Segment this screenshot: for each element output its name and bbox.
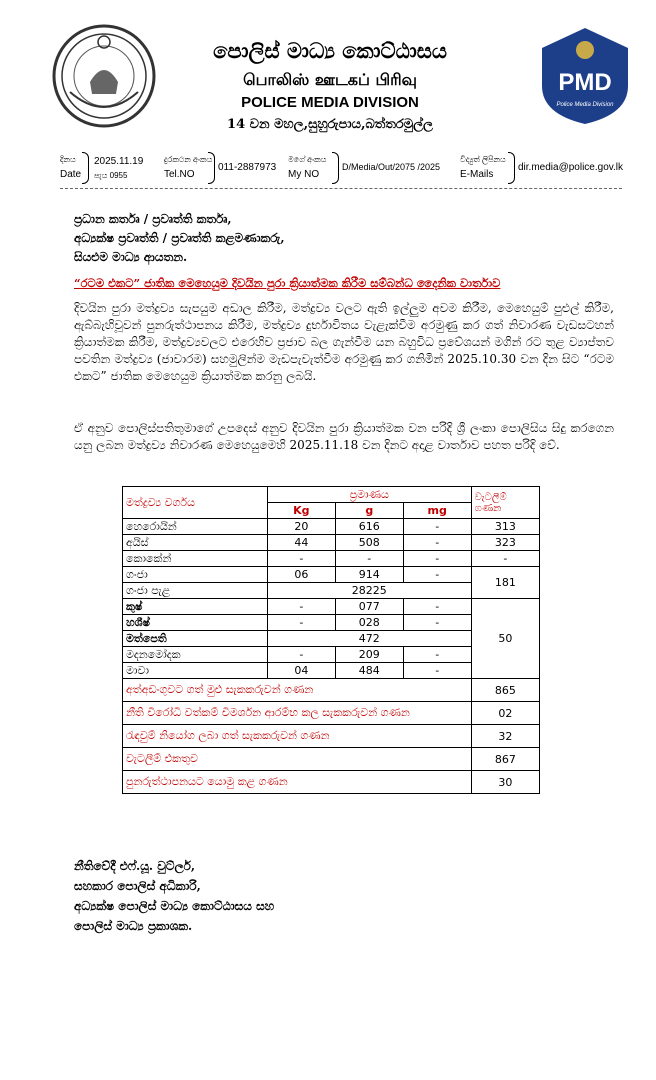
table-row: මදනමෝදක - 209 -: [123, 647, 540, 663]
brace-icon: [82, 152, 89, 184]
divider: [60, 188, 622, 189]
signatory-role: පොලිස් මාධ්‍ය ප්‍රකාශක.: [74, 919, 193, 933]
brace-icon: [208, 152, 215, 184]
table-row: හශීෂ් - 028 -: [123, 615, 540, 631]
pmd-logo-icon: [538, 26, 632, 126]
addressee-1: ප්‍රධාන කර්තෘ / ප්‍රවෘත්ති කර්තෘ,: [74, 212, 232, 226]
signature-block: [74, 856, 274, 936]
addressee-3: සියළුම මාධ්‍ය ආයතන.: [74, 250, 188, 264]
ganja-raids: 181: [471, 567, 539, 599]
office-address: 14 වන මහල,සුහුරුපාය,බත්තරමුල්ල: [227, 117, 433, 132]
col-header-mg: mg: [403, 503, 471, 519]
body-paragraph-1: දිවයින පුරා මත්ද්‍රව්‍ය සැපයුම අඩාල කිරීම, මත්ද්‍රව්‍ය වලට ඇති ඉල්ලුම අවම කිරීම, මෙහෙයුම් පුළුල් කිරීම, ඇබ්බැහිවූවන් පුනරුත්ථාපනය කිරීම, මත්ද්‍රව්‍ය දුර්භාවිතය වැළැක්වීම අරමුණු කර ගත් නිවාරණ වැඩසටහන් ක්‍රියාත්මක කිරීම, මත්ද්‍රව්‍යවලට එරෙහිව ප්‍රජාව බල ගැන්වීම යන බහුවිධ ප්‍රවේශයන් මගින් රට තුළ ව්‍යාප්තව පවතින මත්ද්‍රව්‍ය (ජාවාරම) සහමුලින්ම මැඩපැවැත්වීම අරමුණු කර ගනිමින් 2025.10.30 වන දින සිට “රටම එකට” ජාතික මෙහෙයුම ක්‍රියාත්මක කරනු ලබයි.: [74, 301, 614, 383]
police-emblem-icon: [50, 22, 158, 130]
col-header-type: මත්ද්‍රව්‍ය වර්ගය: [123, 487, 268, 519]
signatory-rank: සහකාර පොලිස් අධිකාරි,: [74, 879, 201, 893]
date-value: 2025.11.19 පැය 0955: [94, 156, 144, 180]
title-english: POLICE MEDIA DIVISION: [241, 94, 419, 111]
summary-row: පුනරුත්ථාපනයට යොමු කළ ගණන 30: [123, 771, 540, 794]
title-sinhala: පොලිස් මාධ්‍ය කොට්ඨාසය: [213, 38, 447, 63]
email-label: විද්‍යුත් ලිපිනය E-Mails: [460, 155, 506, 180]
col-header-raids: වැටලීම් ගණන: [471, 487, 539, 519]
table-row: හෙරොයින් 20 616 - 313: [123, 519, 540, 535]
brace-icon: [332, 152, 339, 184]
email-value: dir.media@police.gov.lk: [518, 162, 624, 173]
summary-row: වැටලීම් එකතුව 867: [123, 748, 540, 771]
summary-row: රැඳවුම් නියෝග ලබා ගත් සැකකරුවන් ගණන 32: [123, 725, 540, 748]
table-row: කුෂ් - 077 - 50: [123, 599, 540, 615]
drug-seizure-table: [122, 486, 540, 794]
summary-row: නීති විරෝධී වත්කම් විමර්ශන ආරම්භ කල සැකකරුවන් ගණන 02: [123, 702, 540, 725]
pmd-logo-subtext: Police Media Division: [556, 102, 614, 108]
title-tamil: பொலிஸ் ஊடகப் பிரிவு: [243, 70, 417, 89]
other-raids: 50: [471, 599, 539, 679]
table-row: ගංජා පැළ 28225: [123, 583, 540, 599]
table-row: ගංජා 06 914 - 181: [123, 567, 540, 583]
addressee-2: අධ්‍යක්ෂ ප්‍රවෘත්ති / ප්‍රවෘත්ති කළමණාකරු,: [74, 231, 285, 245]
myno-label: මගේ අංකය My NO: [288, 155, 327, 180]
signatory-name: නීතිවේදී එෆ්.යූ. වුට්ලර්,: [74, 859, 196, 873]
summary-row: අත්අඩංගුවට ගත් මුළු සැකකරුවන් ගණන 865: [123, 679, 540, 702]
letterhead: [0, 0, 656, 145]
myno-value: D/Media/Out/2075 /2025: [342, 162, 441, 172]
tel-value: 011-2887973: [218, 162, 277, 173]
signatory-office: අධ්‍යක්ෂ පොලිස් මාධ්‍ය කොට්ඨාසය සහ: [74, 899, 275, 913]
table-row: අයිස් 44 508 - 323: [123, 535, 540, 551]
brace-icon: [508, 152, 515, 184]
reference-bar: [60, 150, 622, 186]
tel-label: දුරකථන අංකය Tel.NO: [164, 155, 213, 180]
table-row: මාවා 04 484 -: [123, 663, 540, 679]
col-header-g: g: [335, 503, 403, 519]
col-header-quantity: ප්‍රමාණය: [267, 487, 471, 503]
subject-heading: “රටම එකට” ජාතික මෙහෙයුම දිවයින පුරා ක්‍රියාත්මක කිරීම සම්බන්ධ දෛනික වාර්තාව: [74, 276, 501, 290]
body-paragraph-2: ඒ අනුව පොලිස්පතිතුමාගේ උපදෙස් අනුව දිවයින පුරා ක්‍රියාත්මක වන පරිදි ශ්‍රී ලංකා පොලිසිය සිදු කරගෙන යනු ලබන මත්ද්‍රව්‍ය නිවාරණ මෙහෙයුමෙහි 2025.11.18 වන දිනට අදාළ වාර්තාව පහත පරිදි වේ.: [74, 421, 614, 452]
pmd-logo-text: PMD: [558, 69, 612, 96]
table-row: මත්පෙති 472: [123, 631, 540, 647]
date-label: දිනය Date: [60, 155, 82, 180]
col-header-kg: Kg: [267, 503, 335, 519]
table-row: කොකේන් - - - -: [123, 551, 540, 567]
